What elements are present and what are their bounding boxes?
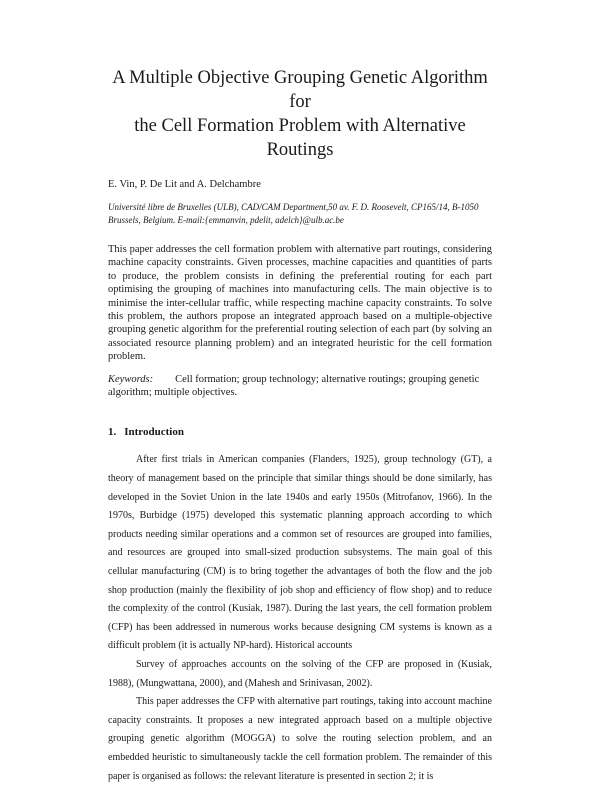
section-title: Introduction xyxy=(124,426,184,439)
intro-paragraph-3: This paper addresses the CFP with alternative part routings, taking into account machine capacity constraints. It proposes a new integrated approach based on a multiple objective grouping genetic algorithm (MOGGA) to solve the routing selection problem, and an embedded heuristic to simultaneously tackle the cell formation problem. The remainder of this paper is organised as follows: the relevant literature is presented in section 2; it is xyxy=(108,696,492,782)
title-line-1: A Multiple Objective Grouping Genetic Algorithm for xyxy=(112,68,488,112)
keywords-label: Keywords: xyxy=(108,373,154,385)
keywords xyxy=(108,373,492,400)
introduction-body xyxy=(108,451,492,786)
intro-paragraph-2: Survey of approaches accounts on the solving of the CFP are proposed in (Kusiak, 1988), (Mungwattana, 2000), and (Mahesh and Srinivasan, 2002). xyxy=(108,659,492,689)
affiliation: Université libre de Bruxelles (ULB), CAD/CAM Department,50 av. F. D. Roosevelt, CP165/14, B-1050 Brussels, Belgium. E-mail:{emmanvin, pdelit, adelch}@ulb.ac.be xyxy=(108,202,479,225)
authors: E. Vin, P. De Lit and A. Delchambre xyxy=(108,179,261,190)
section-number: 1. xyxy=(108,426,117,439)
abstract: This paper addresses the cell formation problem with alternative part routings, considering machine capacity constraints. Given processes, machine capacities and quantities of parts to produce, the problem consists in defining the preferential routing for each part optimising the grouping of machines into manufacturing cells. The main objective is to minimise the inter-cellular traffic, while respecting machine capacity constraints. To solve this problem, the authors propose an integrated approach based on a multiple-objective grouping genetic algorithm for the preferential routing selection of each part (by solving an associated resource planning problem) and an integrated heuristic for the cell formation problem. xyxy=(108,244,492,363)
section-heading-introduction xyxy=(108,425,492,439)
paper-title xyxy=(108,0,492,162)
title-line-2: the Cell Formation Problem with Alternative Routings xyxy=(134,116,466,160)
intro-paragraph-1: After first trials in American companies (Flanders, 1925), group technology (GT), a theory of management based on the principle that similar things should be done similarly, has developed in the Soviet Union in the late 1940s and early 1950s (Mitrofanov, 1966). In the 1970s, Burbidge (1975) developed this systematic planning approach according to which products needing similar operations and a common set of resources are grouped into families, and resources are grouped into small-sized production subsystems. The main goal of this cellular manufacturing (CM) is to bring together the advantages of both the flow and the job shop production (mainly the flexibility of job shop and efficiency of flow shop) and to reduce the complexity of the control (Kusiak, 1987). During the last years, the cell formation problem (CFP) has been addressed in numerous works because designing CM systems is known as a difficult problem (it is actually NP-hard). Historical accounts xyxy=(108,454,492,652)
keywords-text: Cell formation; group technology; alternative routings; grouping genetic algorithm; multiple objectives. xyxy=(108,373,480,399)
